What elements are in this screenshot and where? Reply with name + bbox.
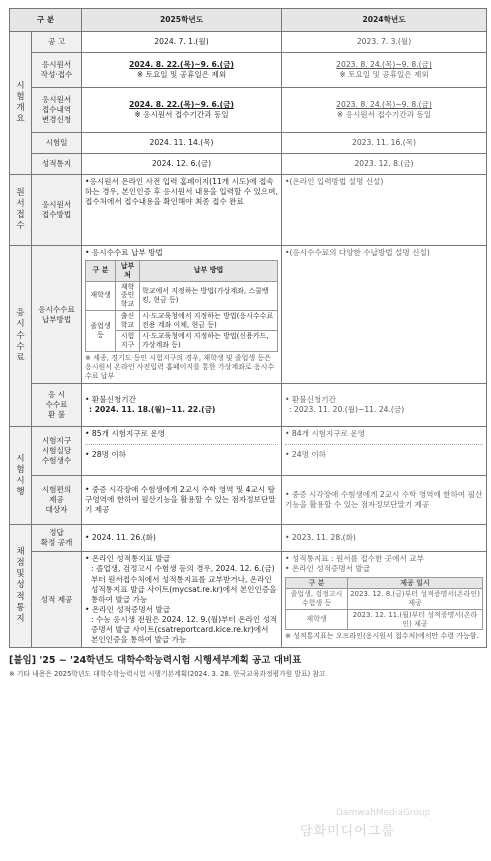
score-notice-2024: 2023. 12. 8.(금) — [282, 154, 487, 175]
change-2024-note: ※ 응시원서 접수기간과 동일 — [336, 110, 432, 119]
fee-method-2025 — [82, 246, 282, 384]
row-score-notice — [10, 154, 487, 175]
refund-2025 — [82, 384, 282, 427]
refund-2025-date: : 2024. 11. 18.(월)~11. 22.(금) — [89, 405, 216, 415]
districts-2025 — [82, 427, 282, 476]
cat-operation: 시 험 시 행 — [10, 427, 32, 525]
score-table-header — [286, 577, 483, 589]
score-2025-item1: • 온라인 성적통지표 발급 — [85, 554, 171, 564]
label-answer: 정답 확정 공개 — [32, 525, 82, 552]
write-submit-2025-note: ※ 토요일 및 공휴일은 제외 — [136, 70, 227, 79]
districts-2024 — [282, 427, 487, 476]
refund-2024-date: : 2023. 11. 20.(월)~11. 24.(금) — [289, 405, 405, 415]
fee-r1-way: 학교에서 지정하는 방법(가상계좌, 스쿨뱅킹, 현금 등) — [140, 281, 278, 310]
row-districts — [10, 427, 487, 476]
score-r2-date: 2023. 12. 11.(월)부터 성적증명서(온라인) 제공 — [348, 609, 483, 630]
row-change — [10, 88, 487, 133]
label-convenience: 시험편의 제공 대상자 — [32, 476, 82, 525]
cat-fee: 응 시 수 수 료 — [10, 246, 32, 427]
fee-th-gubun: 구 분 — [86, 261, 116, 282]
change-2024-date: 2023. 8. 24.(목)~9. 8.(금) — [336, 99, 432, 109]
label-score-provide: 성적 제공 — [32, 552, 82, 647]
score-th-date: 제공 일시 — [348, 577, 483, 589]
fee-th-way: 납부 방법 — [140, 261, 278, 282]
row-fee-method — [10, 246, 487, 384]
score-2025-item2: • 온라인 성적증명서 발급 — [85, 604, 171, 614]
fee-r2-way: 시·도교육청에서 지정하는 방법(응시수수료 전용 계좌 이체, 현금 등) — [140, 310, 278, 331]
score-2025-item2-desc: : 수능 응시생 전원은 2024. 12. 9.(월)부터 온라인 성적증명서 발급 사이트(csatreportcard.kice.re.kr)에서 본인인증을 통하여 발급 가능 — [91, 614, 278, 644]
row-score-provide — [10, 552, 487, 647]
fee-table-row — [86, 281, 278, 310]
answer-2024: • 2023. 11. 28.(화) — [282, 525, 487, 552]
row-exam-day — [10, 133, 487, 154]
label-write-submit: 응시원서 작성·접수 — [32, 53, 82, 88]
fee-method-note: ※ 세종, 경기도 등인 시험지구의 경우, 재학생 및 졸업생 등은 응시원서 온라인 사전입력 홈페이지를 통한 가상계좌로 응시수수료 납부 — [85, 353, 275, 381]
fee-r1-gubun: 재학생 — [86, 281, 116, 310]
fee-r2-payer: 출신 학교 — [116, 310, 140, 331]
change-2025 — [82, 88, 282, 133]
fee-table-row — [86, 310, 278, 331]
score-2024-table — [285, 577, 483, 631]
watermark-ko: 담화미디어그룹 — [300, 824, 395, 839]
score-notice-2025: 2024. 12. 6.(금) — [82, 154, 282, 175]
score-2024-item2: • 온라인 성적증명서 발급 — [285, 564, 371, 574]
answer-2025: • 2024. 11. 26.(화) — [82, 525, 282, 552]
cat-exam-outline: 시험 개요 — [10, 32, 32, 175]
cat-grading: 채점 및 성적 통지 — [10, 525, 32, 647]
fee-method-2024: •(응시수수료의 다양한 수납방법 설명 신설) — [282, 246, 487, 384]
header-2024: 2024학년도 — [282, 9, 487, 32]
label-exam-day: 시험일 — [32, 133, 82, 154]
label-fee-method: 응시수수료 납부방법 — [32, 246, 82, 384]
refund-2024-title: • 환불신청기간 — [285, 395, 336, 405]
score-r2-gubun: 재학생 — [286, 609, 348, 630]
table-header-row — [10, 9, 487, 32]
refund-2024 — [282, 384, 487, 427]
convenience-2025: • 중증 시각장애 수험생에게 2교시 수학 영역 및 4교시 탐구영역에 한하여 필산기능을 활용할 수 있는 점자정보단말기 제공 — [82, 476, 282, 525]
label-score-notice: 성적통지 — [32, 154, 82, 175]
write-submit-2025 — [82, 53, 282, 88]
fee-method-table — [85, 260, 278, 352]
fee-r2-gubun: 졸업생 등 — [86, 310, 116, 351]
change-2024 — [282, 88, 487, 133]
cat-application: 원 서접 수 — [10, 175, 32, 246]
header-gubun: 구 분 — [10, 9, 82, 32]
change-2025-note: ※ 응시원서 접수기간과 동일 — [134, 110, 229, 119]
write-submit-2024-date: 2023. 8. 24.(목)~9. 8.(금) — [336, 59, 432, 69]
apply-method-2025: •응시원서 온라인 사전 입력 홈페이지(11개 시도)에 접속하는 경우, 본인인증 후 응시원서 내용을 입력할 수 있으며, 접수처에서 접수내용을 확인해야 최종 접수 완료 — [82, 175, 282, 246]
score-provide-2024 — [282, 552, 487, 647]
write-submit-2024 — [282, 53, 487, 88]
row-answer — [10, 525, 487, 552]
refund-2025-title: • 환불신청기간 — [85, 395, 136, 405]
districts-2024-count: • 84개 시험지구로 운영 — [285, 429, 366, 439]
score-2025-item1-desc: : 졸업생, 검정고시 수험생 등의 경우, 2024. 12. 6.(금)부터 원서접수처에서 성적통지표를 교부받거나, 온라인 성적통지표 발급 사이트(mycsat.re.kr)에서 본인인증을 통하여 발급 가능 — [91, 564, 277, 604]
footer-note: ※ 기타 내용은 2025학년도 대학수학능력시험 시행기본계획(2024. 3. 28. 한국교육과정평가원 발표) 참고 — [9, 669, 326, 678]
label-apply-method: 응시원서 접수방법 — [32, 175, 82, 246]
score-table-row — [286, 589, 483, 610]
row-announce — [10, 32, 487, 53]
score-provide-2025 — [82, 552, 282, 647]
comparison-table — [9, 8, 487, 648]
districts-2025-per-room: • 28명 이하 — [85, 444, 278, 460]
score-table-row — [286, 609, 483, 630]
label-refund: 응 시 수수료 환 불 — [32, 384, 82, 427]
score-2024-item1: • 성적통지표 : 원서를 접수한 곳에서 교부 — [285, 554, 424, 564]
watermark-en: DamwahMediaGroup — [336, 808, 431, 818]
footer-title: [붙임] '25 ~ '24학년도 대학수학능력시험 시행세부계획 공고 대비표 — [9, 654, 302, 666]
change-2025-date: 2024. 8. 22.(목)~9. 6.(금) — [129, 99, 234, 109]
fee-r3-payer: 시험지구 — [116, 331, 140, 352]
score-r1-gubun: 졸업생, 검정고시 수험생 등 — [286, 589, 348, 610]
fee-table-header — [86, 261, 278, 282]
fee-r1-payer: 재학 중인 학교 — [116, 281, 140, 310]
score-r1-date: 2023. 12. 8.(금)부터 성적증명서(온라인) 제공 — [348, 589, 483, 610]
label-announce: 공 고 — [32, 32, 82, 53]
exam-day-2025: 2024. 11. 14.(목) — [82, 133, 282, 154]
districts-2025-count: • 85개 시험지구로 운영 — [85, 429, 166, 439]
row-apply-method — [10, 175, 487, 246]
announce-2024: 2023. 7. 3.(월) — [282, 32, 487, 53]
header-2025: 2025학년도 — [82, 9, 282, 32]
score-2024-note: ※ 성적통지표는 오프라인(응시원서 접수처)에서만 수령 가능함. — [285, 632, 479, 641]
row-convenience — [10, 476, 487, 525]
score-th-gubun: 구 분 — [286, 577, 348, 589]
convenience-2024: • 중증 시각장애 수험생에게 2교시 수학 영역에 한하여 필산기능을 활용할 수 있는 점자정보단말기 제공 — [282, 476, 487, 525]
row-refund — [10, 384, 487, 427]
fee-th-payer: 납부처 — [116, 261, 140, 282]
write-submit-2024-note: ※ 토요일 및 공휴일은 제외 — [339, 70, 429, 79]
fee-r3-way: 시·도교육청에서 지정하는 방법(신용카드, 가상계좌 등) — [140, 331, 278, 352]
row-write-submit — [10, 53, 487, 88]
exam-day-2024: 2023. 11. 16.(목) — [282, 133, 487, 154]
apply-method-2024: •(온라인 입력방법 설명 신설) — [282, 175, 487, 246]
label-change: 응시원서 접수내역 변경신청 — [32, 88, 82, 133]
announce-2025: 2024. 7. 1.(월) — [82, 32, 282, 53]
comparison-document — [9, 8, 486, 678]
label-districts: 시험지구 시험실당 수험생수 — [32, 427, 82, 476]
districts-2024-per-room: • 24명 이하 — [285, 444, 483, 460]
fee-method-title: • 응시수수료 납부 방법 — [85, 248, 163, 257]
write-submit-2025-date: 2024. 8. 22.(목)~9. 6.(금) — [129, 59, 234, 69]
